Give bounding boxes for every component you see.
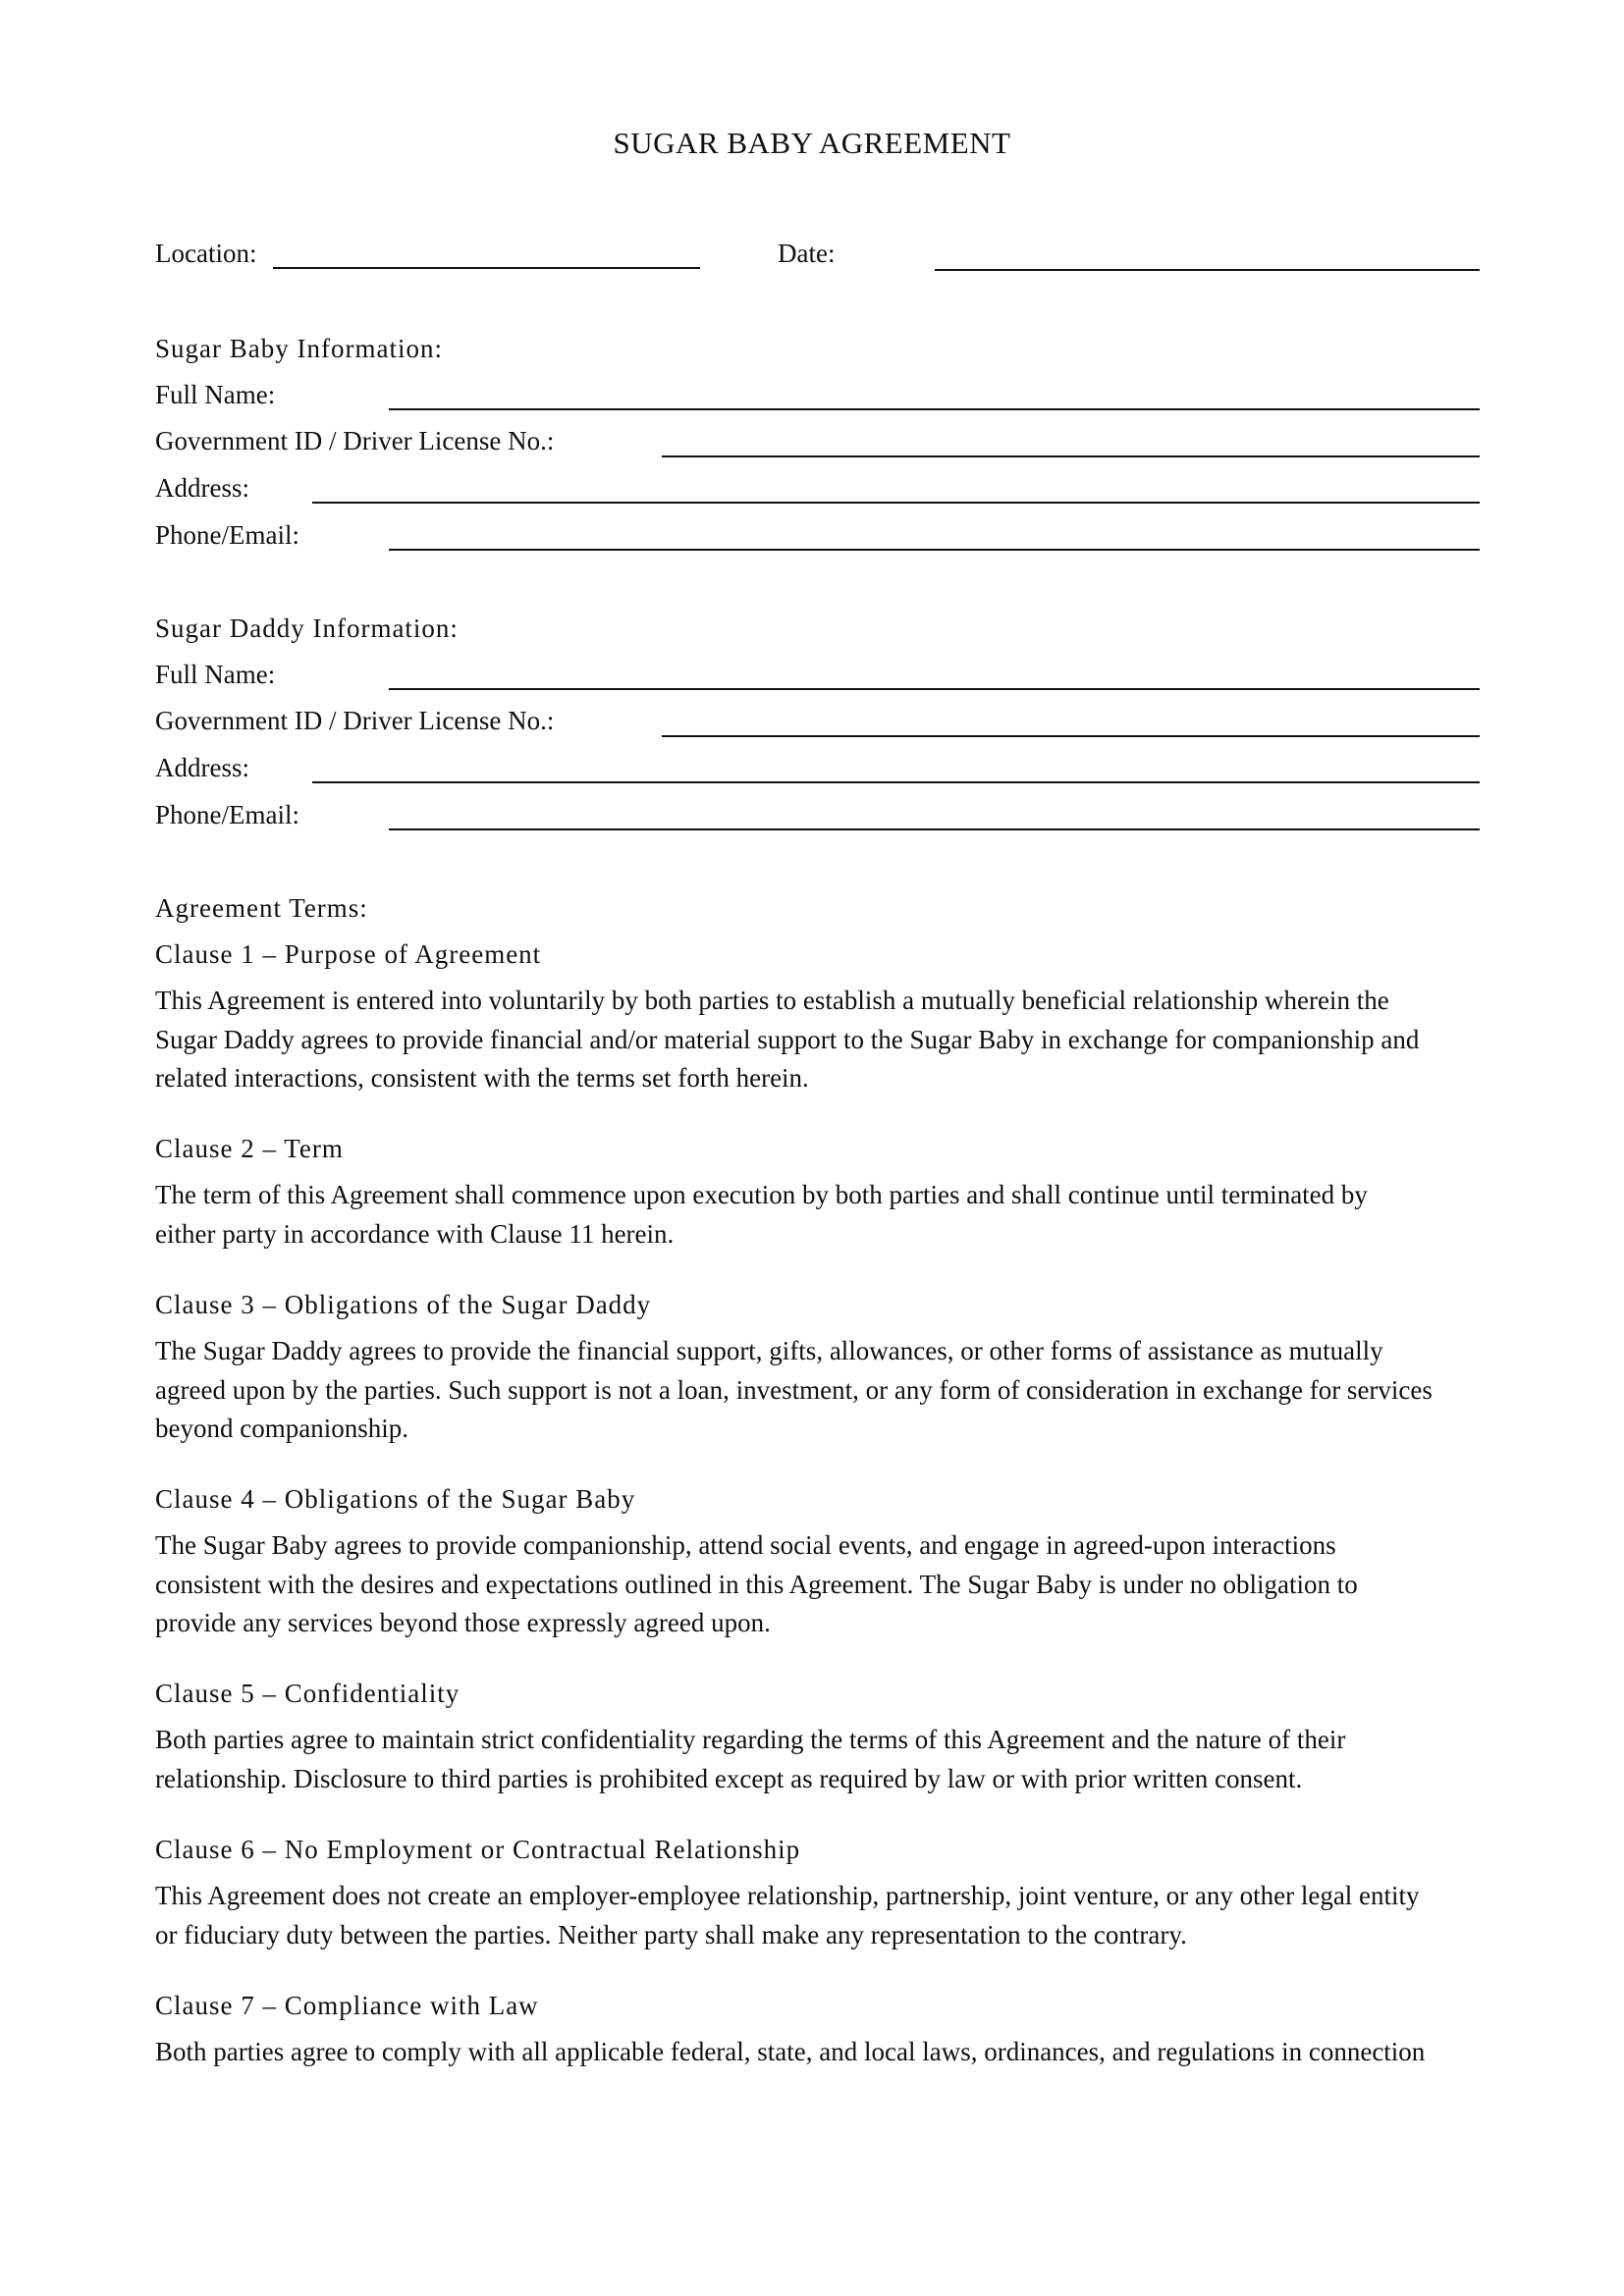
clause-line: provide any services beyond those expressly agreed upon. [155, 1608, 771, 1637]
clause-body [155, 2033, 1481, 2072]
sugar-daddy-phone-email-field[interactable] [389, 828, 1480, 830]
sugar-baby-full-name-field[interactable] [389, 408, 1480, 410]
clause-line: The Sugar Daddy agrees to provide the financial support, gifts, allowances, or other forms of assistance as mutually [155, 1336, 1383, 1365]
clause-body [155, 982, 1481, 1098]
clause-heading: Clause 7 – Compliance with Law [155, 1991, 539, 2020]
document-title: SUGAR BABY AGREEMENT [613, 126, 1011, 160]
clause-line: Sugar Daddy agrees to provide financial and/or material support to the Sugar Baby in exchange for companionship and [155, 1024, 1420, 1054]
sugar-baby-gov-id-field[interactable] [662, 455, 1480, 457]
clause-line: agreed upon by the parties. Such support is not a loan, investment, or any form of consideration in exchange for services [155, 1374, 1433, 1405]
clause-body [155, 1877, 1481, 1954]
sugar-daddy-gov-id-label: Government ID / Driver License No.: [155, 706, 555, 735]
location-field[interactable] [273, 267, 700, 269]
sugar-baby-gov-id-label: Government ID / Driver License No.: [155, 426, 555, 455]
clause-heading: Clause 6 – No Employment or Contractual Relationship [155, 1835, 801, 1864]
clause-line: The Sugar Baby agrees to provide companionship, attend social events, and engage in agreed-upon interactions [155, 1530, 1336, 1560]
agreement-terms-heading: Agreement Terms: [155, 893, 368, 923]
sugar-baby-phone-email-field[interactable] [389, 549, 1480, 551]
date-field[interactable] [935, 269, 1480, 271]
clause-line: related interactions, consistent with the terms set forth herein. [155, 1063, 809, 1093]
sugar-daddy-full-name-label: Full Name: [155, 660, 276, 689]
clause-body [155, 1176, 1481, 1254]
sugar-daddy-heading: Sugar Daddy Information: [155, 614, 459, 643]
clause-heading: Clause 1 – Purpose of Agreement [155, 939, 542, 969]
date-label: Date: [778, 239, 836, 268]
clause-heading: Clause 3 – Obligations of the Sugar Daddy [155, 1290, 652, 1319]
clause-line: consistent with the desires and expectations outlined in this Agreement. The Sugar Baby is under no obligation to [155, 1569, 1358, 1599]
sugar-baby-address-field[interactable] [312, 502, 1480, 504]
clause-body [155, 1526, 1481, 1643]
clause-line: The term of this Agreement shall commence upon execution by both parties and shall continue until terminated by [155, 1180, 1368, 1209]
clause-line: Both parties agree to maintain strict confidentiality regarding the terms of this Agreement and the nature of their [155, 1725, 1346, 1754]
clause-heading: Clause 2 – Term [155, 1134, 344, 1163]
clause-line: This Agreement is entered into voluntarily by both parties to establish a mutually beneficial relationship wherein the [155, 986, 1389, 1015]
sugar-baby-address-label: Address: [155, 473, 249, 503]
clause-heading: Clause 5 – Confidentiality [155, 1679, 460, 1708]
sugar-baby-full-name-label: Full Name: [155, 380, 276, 409]
sugar-daddy-address-field[interactable] [312, 781, 1480, 783]
clause-line: or fiduciary duty between the parties. Neither party shall make any representation to the contrary. [155, 1919, 1187, 1949]
clause-line: Both parties agree to comply with all applicable federal, state, and local laws, ordinances, and regulations in connection [155, 2037, 1426, 2066]
sugar-baby-heading: Sugar Baby Information: [155, 334, 443, 363]
clause-body [155, 1332, 1481, 1449]
clause-line: This Agreement does not create an employer-employee relationship, partnership, joint venture, or any other legal entity [155, 1881, 1420, 1910]
sugar-daddy-address-label: Address: [155, 753, 249, 782]
location-label: Location: [155, 239, 257, 268]
sugar-baby-phone-email-label: Phone/Email: [155, 520, 299, 550]
sugar-daddy-gov-id-field[interactable] [662, 735, 1480, 737]
sugar-daddy-full-name-field[interactable] [389, 688, 1480, 690]
clause-line: beyond companionship. [155, 1414, 408, 1443]
clause-body [155, 1721, 1481, 1798]
clause-line: either party in accordance with Clause 11 herein. [155, 1218, 675, 1249]
sugar-daddy-phone-email-label: Phone/Email: [155, 800, 299, 829]
clause-heading: Clause 4 – Obligations of the Sugar Baby [155, 1484, 636, 1514]
clause-line: relationship. Disclosure to third parties is prohibited except as required by law or with prior written consent. [155, 1763, 1303, 1793]
